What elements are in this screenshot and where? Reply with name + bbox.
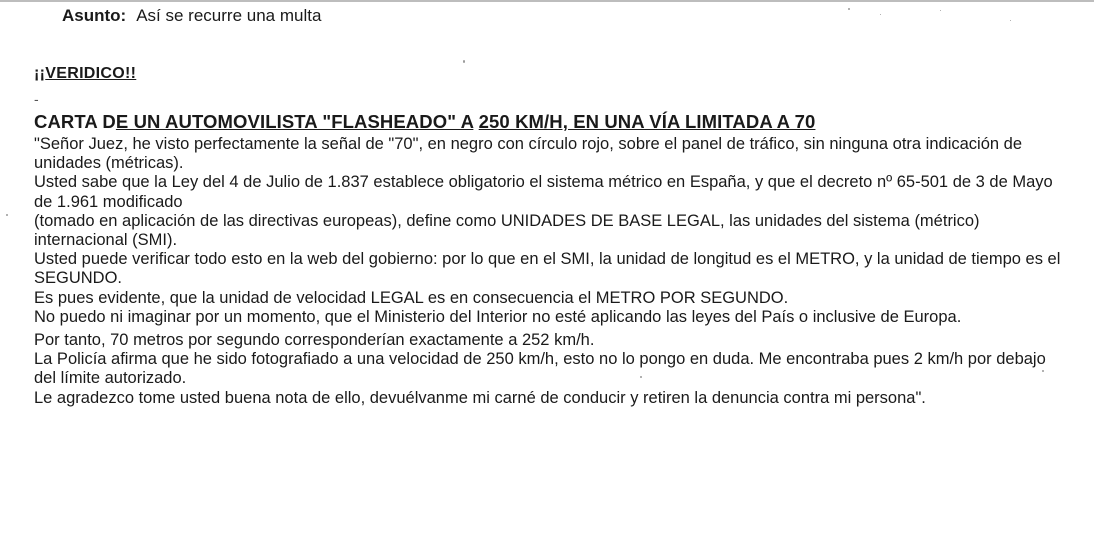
letter-headline bbox=[34, 111, 815, 133]
paragraph-5: Es pues evidente, que la unidad de velocidad LEGAL es en consecuencia el METRO POR SEGUNDO. bbox=[34, 288, 789, 307]
scan-speck bbox=[1042, 370, 1044, 372]
subject-label: Asunto: bbox=[62, 6, 127, 25]
paragraph-9: Le agradezco tome usted buena nota de ello, devuélvanme mi carné de conducir y retiren la denuncia contra mi persona". bbox=[34, 388, 926, 407]
subject-text: Así se recurre una multa bbox=[136, 6, 322, 25]
paragraph-8: La Policía afirma que he sido fotografiado a una velocidad de 250 km/h, esto no lo pongo en duda. Me encontraba pues 2 km/h por debajo del límite autorizado. bbox=[34, 350, 1046, 388]
headline-part-4: 250 KM/H, EN UNA VÍA LIMITADA A 70 bbox=[478, 111, 816, 132]
scan-speck bbox=[880, 14, 881, 15]
scan-speck bbox=[1010, 20, 1011, 21]
top-border-line bbox=[0, 0, 1094, 2]
scan-speck bbox=[463, 60, 465, 63]
headline-part-1: CARTA D bbox=[34, 111, 116, 132]
headline-part-2: E UN AUTOMOVILISTA "FLASHEADO" A bbox=[115, 111, 474, 132]
email-subject-line bbox=[62, 6, 321, 26]
paragraph-4: Usted puede verificar todo esto en la web del gobierno: por lo que en el SMI, la unidad de longitud es el METRO, y la unidad de tiempo es el SEGUNDO. bbox=[34, 250, 1061, 288]
letter-body bbox=[34, 135, 1064, 408]
paragraph-1: "Señor Juez, he visto perfectamente la señal de "70", en negro con círculo rojo, sobre el panel de tráfico, sin ninguna otra indicación de unidades (métricas). bbox=[34, 135, 1023, 173]
scan-speck bbox=[640, 376, 642, 378]
veridico-heading bbox=[34, 64, 136, 84]
paragraph-6: No puedo ni imaginar por un momento, que el Ministerio del Interior no esté aplicando las leyes del País o inclusive de Europa. bbox=[34, 307, 962, 326]
paragraph-7: Por tanto, 70 metros por segundo corresponderían exactamente a 252 km/h. bbox=[34, 331, 595, 350]
dash-mark: - bbox=[34, 91, 39, 107]
paragraph-3: (tomado en aplicación de las directivas europeas), define como UNIDADES DE BASE LEGAL, las unidades del sistema (métrico) internacional (SMI). bbox=[34, 211, 980, 250]
veridico-text: VERIDICO!! bbox=[45, 65, 137, 82]
veridico-prefix: ¡¡ bbox=[34, 65, 46, 82]
scan-speck bbox=[940, 10, 941, 11]
scan-speck bbox=[848, 8, 850, 10]
scan-speck bbox=[6, 214, 8, 216]
paragraph-2: Usted sabe que la Ley del 4 de Julio de 1.837 establece obligatorio el sistema métrico en España, y que el decreto nº 65-501 de 3 de Mayo de 1.961 modificado bbox=[34, 173, 1053, 211]
